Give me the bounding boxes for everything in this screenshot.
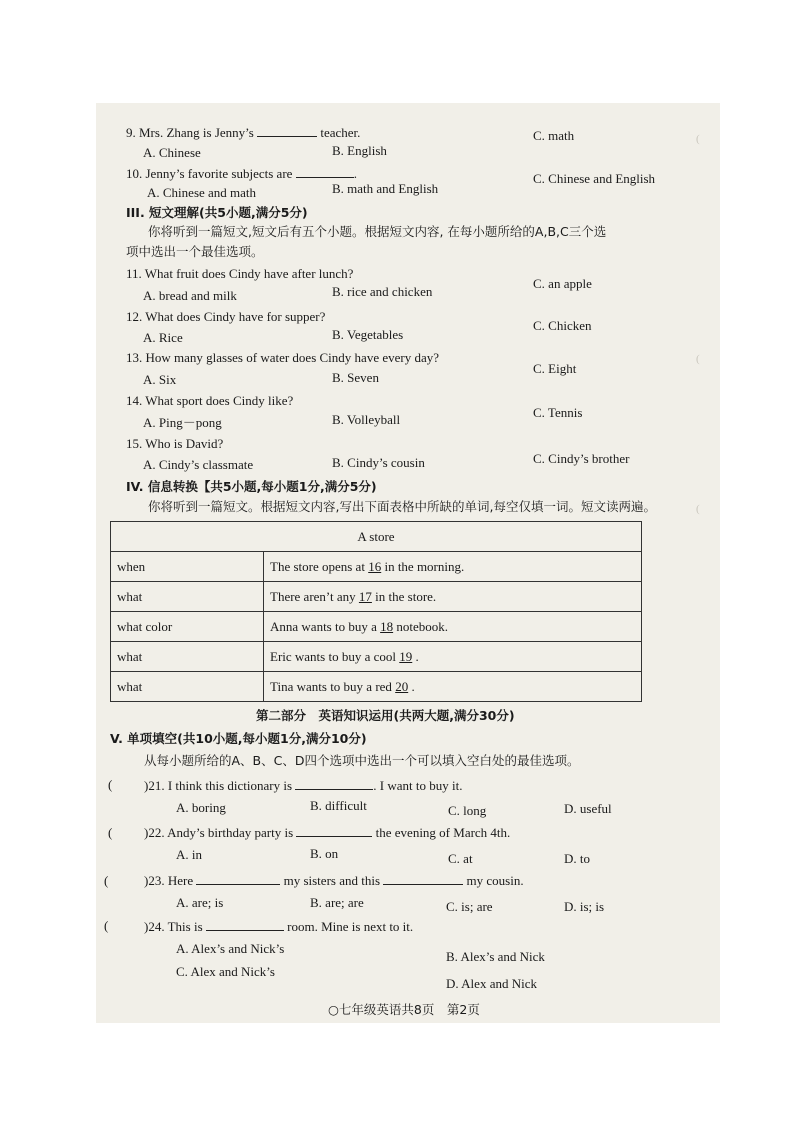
- section-3-instruction-cont: 项中选出一个最佳选项。: [126, 244, 264, 259]
- part-2-title: 第二部分 英语知识运用(共两大题,满分30分): [256, 708, 515, 723]
- q10-option-c: C. Chinese and English: [533, 171, 656, 186]
- section-3-title: III. 短文理解(共5小题,满分5分): [126, 205, 308, 220]
- section-5-instruction: 从每小题所给的A、B、C、D四个选项中选出一个可以填入空白处的最佳选项。: [144, 753, 580, 768]
- q12-option-a: A. Rice: [143, 330, 183, 345]
- blank-number[interactable]: 17: [358, 588, 372, 604]
- q21-option-b: B. difficult: [310, 798, 367, 813]
- question-15-stem: 15. Who is David?: [126, 436, 224, 451]
- blank-number[interactable]: 16: [368, 558, 382, 574]
- q13-option-c: C. Eight: [533, 361, 577, 376]
- q13-option-b: B. Seven: [332, 370, 379, 385]
- bleed-through: (: [696, 133, 700, 145]
- row-sentence: Tina wants to buy a red 20 .: [264, 672, 642, 702]
- q15-option-b: B. Cindy’s cousin: [332, 455, 425, 470]
- question-22-stem: )22. Andy’s birthday party is the evening of March 4th.: [144, 825, 511, 840]
- table-title: A store: [111, 522, 642, 552]
- q11-option-a: A. bread and milk: [143, 288, 237, 303]
- table-row: [111, 582, 642, 612]
- blank-number[interactable]: 19: [399, 648, 413, 664]
- q23-option-c: C. is; are: [446, 899, 493, 914]
- q24-option-d: D. Alex and Nick: [446, 976, 537, 991]
- table-row: [111, 672, 642, 702]
- q10-option-a: A. Chinese and math: [147, 185, 257, 200]
- q15-option-c: C. Cindy’s brother: [533, 451, 630, 466]
- q24-option-b: B. Alex’s and Nick: [446, 949, 545, 964]
- q10-option-b: B. math and English: [332, 181, 439, 196]
- q9-option-c: C. math: [533, 128, 575, 143]
- q22-option-c: C. at: [448, 851, 473, 866]
- question-14-stem: 14. What sport does Cindy like?: [126, 393, 294, 408]
- row-key: what color: [111, 612, 264, 642]
- q14-option-b: B. Volleyball: [332, 412, 401, 427]
- bleed-through: (: [696, 503, 700, 515]
- question-12-stem: 12. What does Cindy have for supper?: [126, 309, 326, 324]
- q11-option-b: B. rice and chicken: [332, 284, 433, 299]
- q24-option-a: A. Alex’s and Nick’s: [176, 941, 285, 956]
- q23-option-d: D. is; is: [564, 899, 605, 914]
- q12-option-c: C. Chicken: [533, 318, 592, 333]
- q21-option-a: A. boring: [176, 800, 226, 815]
- q23-paren[interactable]: (: [104, 873, 109, 888]
- exam-page: [96, 103, 720, 1023]
- table-row: [111, 552, 642, 582]
- blank-number[interactable]: 18: [380, 618, 394, 634]
- section-4-instruction: 你将听到一篇短文。根据短文内容,写出下面表格中所缺的单词,每空仅填一词。短文读两遍。: [148, 499, 656, 514]
- row-sentence: Eric wants to buy a cool 19 .: [264, 642, 642, 672]
- q22-option-a: A. in: [176, 847, 202, 862]
- section-5-title: V. 单项填空(共10小题,每小题1分,满分10分): [110, 731, 367, 746]
- q22-paren[interactable]: (: [108, 825, 113, 840]
- q14-option-a: A. Ping－pong: [143, 415, 222, 430]
- q21-option-c: C. long: [448, 803, 487, 818]
- row-sentence: Anna wants to buy a 18 notebook.: [264, 612, 642, 642]
- question-13-stem: 13. How many glasses of water does Cindy have every day?: [126, 350, 439, 365]
- table-row: [111, 642, 642, 672]
- row-key: what: [111, 582, 264, 612]
- blank-number[interactable]: 20: [395, 678, 409, 694]
- question-24-stem: )24. This is room. Mine is next to it.: [144, 919, 414, 934]
- table-row: [111, 612, 642, 642]
- row-key: what: [111, 672, 264, 702]
- q22-option-d: D. to: [564, 851, 590, 866]
- q23-option-b: B. are; are: [310, 895, 364, 910]
- row-sentence: The store opens at 16 in the morning.: [264, 552, 642, 582]
- question-11-stem: 11. What fruit does Cindy have after lunch?: [126, 266, 354, 281]
- q23-option-a: A. are; is: [176, 895, 224, 910]
- row-key: what: [111, 642, 264, 672]
- q9-option-a: A. Chinese: [143, 145, 201, 160]
- q9-option-b: B. English: [332, 143, 387, 158]
- question-21-stem: )21. I think this dictionary is . I want to buy it.: [144, 778, 463, 793]
- q13-option-a: A. Six: [143, 372, 177, 387]
- q21-paren[interactable]: (: [108, 777, 113, 792]
- bleed-through: (: [696, 353, 700, 365]
- row-sentence: There aren’t any 17 in the store.: [264, 582, 642, 612]
- table-header-row: [111, 522, 642, 552]
- section-3-instruction: 你将听到一篇短文,短文后有五个小题。根据短文内容, 在每小题所给的A,B,C三个选: [148, 224, 607, 239]
- question-9-stem: 9. Mrs. Zhang is Jenny’s teacher.: [126, 125, 361, 140]
- q11-option-c: C. an apple: [533, 276, 592, 291]
- q24-paren[interactable]: (: [104, 918, 109, 933]
- question-10-stem: 10. Jenny’s favorite subjects are .: [126, 166, 357, 181]
- q21-option-d: D. useful: [564, 801, 612, 816]
- q24-option-c: C. Alex and Nick’s: [176, 964, 275, 979]
- section-4-title: IV. 信息转换【共5小题,每小题1分,满分5分): [126, 479, 377, 494]
- info-table: [110, 521, 642, 702]
- q15-option-a: A. Cindy’s classmate: [143, 457, 254, 472]
- page-footer: ○七年级英语共8页 第2页: [328, 1002, 480, 1017]
- q22-option-b: B. on: [310, 846, 339, 861]
- row-key: when: [111, 552, 264, 582]
- q12-option-b: B. Vegetables: [332, 327, 404, 342]
- q14-option-c: C. Tennis: [533, 405, 583, 420]
- question-23-stem: )23. Here my sisters and this my cousin.: [144, 873, 524, 888]
